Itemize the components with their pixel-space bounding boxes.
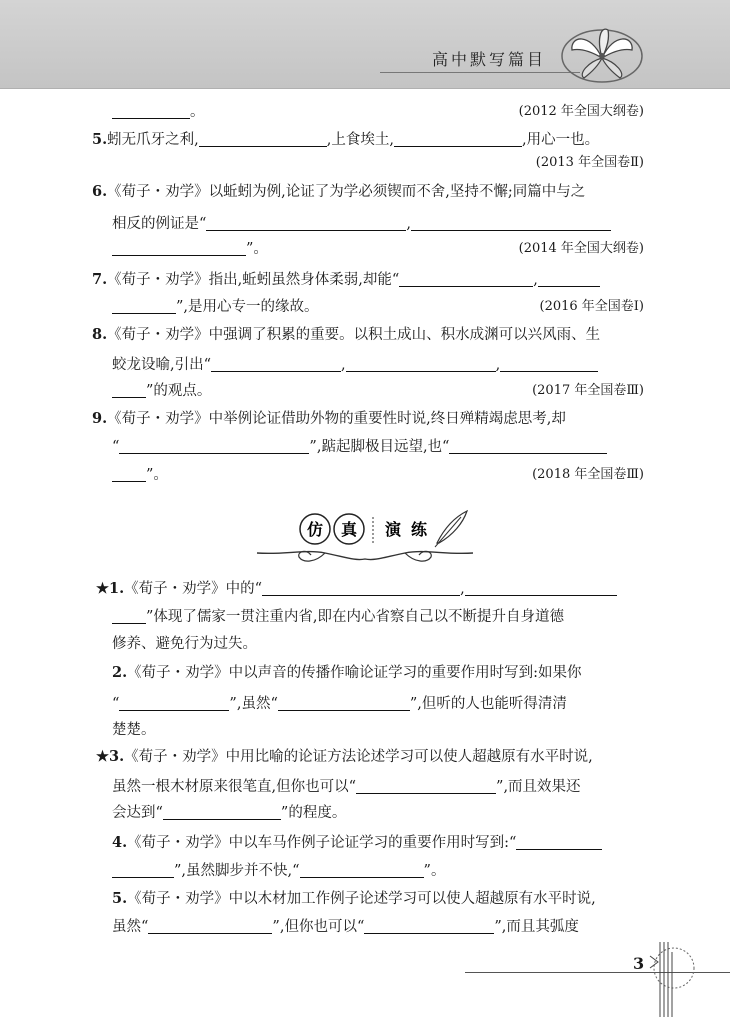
practice-3-line-2: 虽然一根木材原来很笔直,但你也可以“ ”,而且效果还	[0, 772, 730, 802]
answer-blank[interactable]	[538, 269, 600, 287]
quill-pen-icon	[435, 511, 467, 547]
answer-blank[interactable]	[300, 860, 424, 878]
answer-blank[interactable]	[199, 129, 327, 147]
practice-3-line-3: 会达到“ ”的程度。	[0, 798, 730, 828]
answer-blank[interactable]	[411, 213, 611, 231]
answer-blank[interactable]	[394, 129, 522, 147]
answer-blank[interactable]	[112, 380, 146, 398]
header-rule	[380, 72, 580, 73]
practice-2-line-3: 楚楚。	[112, 722, 156, 738]
banner-char-1: 仿	[306, 520, 324, 539]
question-source: (2016 年全国卷Ⅰ)	[539, 299, 644, 314]
star-icon: ★	[96, 748, 109, 765]
banner-char-2: 真	[340, 520, 358, 539]
question-7: 7.《荀子・劝学》指出,蚯蚓虽然身体柔弱,却能“ ,	[0, 265, 730, 295]
answer-blank[interactable]	[465, 578, 617, 596]
question-8-line-2: 蛟龙设喻,引出“ , ,	[0, 350, 730, 380]
question-6-line-2: 相反的例证是“ ,	[0, 209, 730, 239]
section-banner	[255, 503, 475, 567]
answer-blank[interactable]	[112, 464, 146, 482]
question-source: (2018 年全国卷Ⅲ)	[532, 467, 644, 482]
answer-blank[interactable]	[112, 101, 190, 119]
answer-blank[interactable]	[500, 354, 598, 372]
lily-flower-icon	[560, 22, 644, 86]
practice-3: ★3.《荀子・劝学》中用比喻的论证方法论述学习可以使人超越原有水平时说,	[96, 748, 593, 765]
question-source: (2017 年全国卷Ⅲ)	[532, 383, 644, 398]
answer-blank[interactable]	[516, 832, 602, 850]
answer-blank[interactable]	[112, 238, 246, 256]
star-icon: ★	[96, 580, 109, 597]
practice-4-line-2: ”,虽然脚步并不快,“ ”。	[0, 856, 730, 886]
question-9: 9.《荀子・劝学》中举例论证借助外物的重要性时说,终日殚精竭虑思考,却	[92, 410, 566, 427]
question-6: 6.《荀子・劝学》以蚯蚓为例,论证了为学必须锲而不舍,坚持不懈;同篇中与之	[92, 183, 586, 200]
question-9-line-3: ”。 (2018 年全国卷Ⅲ)	[0, 460, 730, 490]
question-7-line-2: ”,是用心专一的缘故。 (2016 年全国卷Ⅰ)	[0, 292, 730, 322]
answer-blank[interactable]	[112, 296, 176, 314]
answer-blank[interactable]	[112, 860, 174, 878]
practice-5: 5.《荀子・劝学》中以木材加工作例子论述学习可以使人超越原有水平时说,	[112, 890, 596, 907]
answer-blank[interactable]	[206, 213, 406, 231]
practice-1-line-3: 修养、避免行为过失。	[112, 636, 257, 652]
question-number: 5.	[92, 131, 108, 148]
practice-2-line-2: “ ”,虽然“ ”,但听的人也能听得清清	[0, 689, 730, 719]
answer-blank[interactable]	[211, 354, 341, 372]
question-8: 8.《荀子・劝学》中强调了积累的重要。以积土成山、积水成渊可以兴风雨、生	[92, 326, 601, 343]
practice-1-line-2: ”体现了儒家一贯注重内省,即在内心省察自己以不断提升自身道德	[0, 602, 730, 632]
answer-blank[interactable]	[356, 776, 496, 794]
answer-blank[interactable]	[399, 269, 533, 287]
question-8-line-3: ”的观点。 (2017 年全国卷Ⅲ)	[0, 376, 730, 406]
question-4-tail: 。 (2012 年全国大纲卷)	[0, 97, 730, 127]
answer-blank[interactable]	[262, 578, 460, 596]
practice-4: 4.《荀子・劝学》中以车马作例子论证学习的重要作用时写到:“	[0, 828, 730, 858]
answer-blank[interactable]	[119, 436, 309, 454]
answer-blank[interactable]	[364, 916, 494, 934]
question-6-line-3: ”。 (2014 年全国大纲卷)	[0, 234, 730, 264]
footer-ornament	[646, 942, 696, 1017]
practice-1: ★1.《荀子・劝学》中的“ ,	[0, 574, 730, 604]
header-title: 高中默写篇目	[432, 50, 547, 69]
page-header	[0, 0, 730, 89]
question-source: (2014 年全国大纲卷)	[518, 241, 644, 256]
banner-char-4: 练	[410, 520, 428, 539]
answer-blank[interactable]	[112, 606, 146, 624]
answer-blank[interactable]	[163, 802, 281, 820]
question-5: 5.蚓无爪牙之利, ,上食埃土, ,用心一也。	[92, 131, 600, 148]
practice-5-line-2: 虽然“ ”,但你也可以“ ”,而且其弧度	[0, 912, 730, 942]
banner-char-3: 演	[384, 520, 402, 539]
answer-blank[interactable]	[346, 354, 496, 372]
question-9-line-2: “ ”,踮起脚极目远望,也“	[0, 432, 730, 462]
question-source: (2013 年全国卷Ⅱ)	[535, 155, 644, 170]
question-5-source-row	[0, 148, 730, 178]
question-source: (2012 年全国大纲卷)	[518, 104, 644, 119]
answer-blank[interactable]	[278, 693, 410, 711]
answer-blank[interactable]	[449, 436, 607, 454]
page-number: 3	[633, 954, 645, 973]
answer-blank[interactable]	[119, 693, 229, 711]
practice-2: 2.《荀子・劝学》中以声音的传播作喻论证学习的重要作用时写到:如果你	[112, 664, 582, 681]
answer-blank[interactable]	[148, 916, 272, 934]
